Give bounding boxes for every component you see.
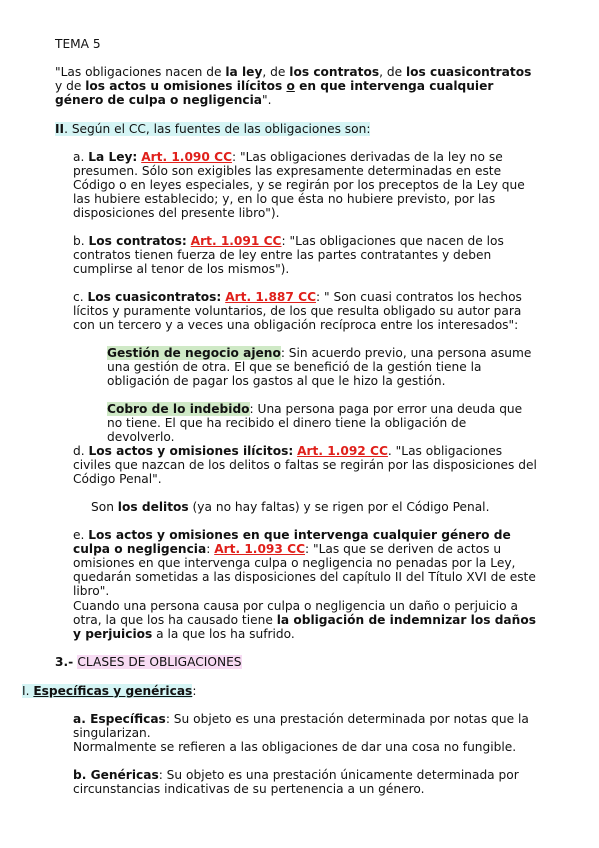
cobro-indebido: Cobro de lo indebido: Una persona paga por error una deuda que no tiene. El que ha recibido el dinero tiene la obligación de devolverlo. [107,402,523,444]
especificas-item: a. Específicas: Su objeto es una prestación determinada por notas que la singularizan. Normalmente se refieren a las obligaciones de dar una cosa no fungible. [73,712,529,754]
article-link-1092[interactable]: Art. 1.092 CC [297,444,388,458]
fuentes-heading: II. Según el CC, las fuentes de las obligaciones son: [55,122,371,136]
cuando-paragraph: Cuando una persona causa por culpa o negligencia un daño o perjuicio a otra, la que los ha causado tiene la obligación de indemnizar los daños y perjuicios a la que los ha sufrido. [73,599,536,641]
genericas-item: b. Genéricas: Su objeto es una prestación únicamente determinada por circunstancias indicativas de su pertenencia a un género. [73,768,519,796]
gestion-negocio-ajeno: Gestión de negocio ajeno: Sin acuerdo previo, una persona asume una gestión de otra. El que se benefició de la gestión tiene la obligación de pagar los gastos al que le hizo la gestión. [107,346,532,388]
article-link-1887[interactable]: Art. 1.887 CC [225,290,317,304]
clases-heading: 3.- CLASES DE OBLIGACIONES [55,655,242,669]
especificas-genericas-heading: I. Específicas y genéricas: [22,684,197,698]
fuente-cuasicontratos: c. Los cuasicontratos: Art. 1.887 CC: " Son cuasi contratos los hechos lícitos y puramente voluntarios, de los que resulta obligado su autor para con un tercero y a veces una obligación recíproca entre los interesados": [73,290,522,332]
fuente-actos-ilicitos: d. Los actos y omisiones ilícitos: Art. 1.092 CC. "Las obligaciones civiles que nazcan de los delitos o faltas se regirán por las disposiciones del Código Penal". [73,444,537,486]
fuente-culpa-negligencia: e. Los actos y omisiones en que intervenga cualquier género de culpa o negligencia: Art. 1.093 CC: "Las que se deriven de actos u omisiones en que intervenga culpa o negligencia no penadas por la Ley, quedarán sometidas a las disposiciones del capítulo II del Título XVI de este libro". [73,528,536,598]
tema-heading: TEMA 5 [55,37,101,51]
fuente-contratos: b. Los contratos: Art. 1.091 CC: "Las obligaciones que nacen de los contratos tienen fuerza de ley entre las partes contratantes y deben cumplirse al tenor de los mismos"). [73,234,504,276]
article-link-1090[interactable]: Art. 1.090 CC [141,150,233,164]
article-link-1093[interactable]: Art. 1.093 CC [214,542,306,556]
article-link-1091[interactable]: Art. 1.091 CC [190,234,282,248]
intro-quote: "Las obligaciones nacen de la ley, de los contratos, de los cuasicontratos y de los actos u omisiones ilícitos o en que intervenga cualquier género de culpa o negligencia". [55,65,532,107]
fuente-ley: a. La Ley: Art. 1.090 CC: "Las obligaciones derivadas de la ley no se presumen. Sólo son exigibles las expresamente determinadas en este Código o en leyes especiales, y se regirán por los preceptos de la Ley que las hubiere establecido; y, en lo que ésta no hubiere previsto, por las disposiciones del presente libro"). [73,150,525,220]
delitos-note: Son los delitos (ya no hay faltas) y se rigen por el Código Penal. [91,500,490,514]
